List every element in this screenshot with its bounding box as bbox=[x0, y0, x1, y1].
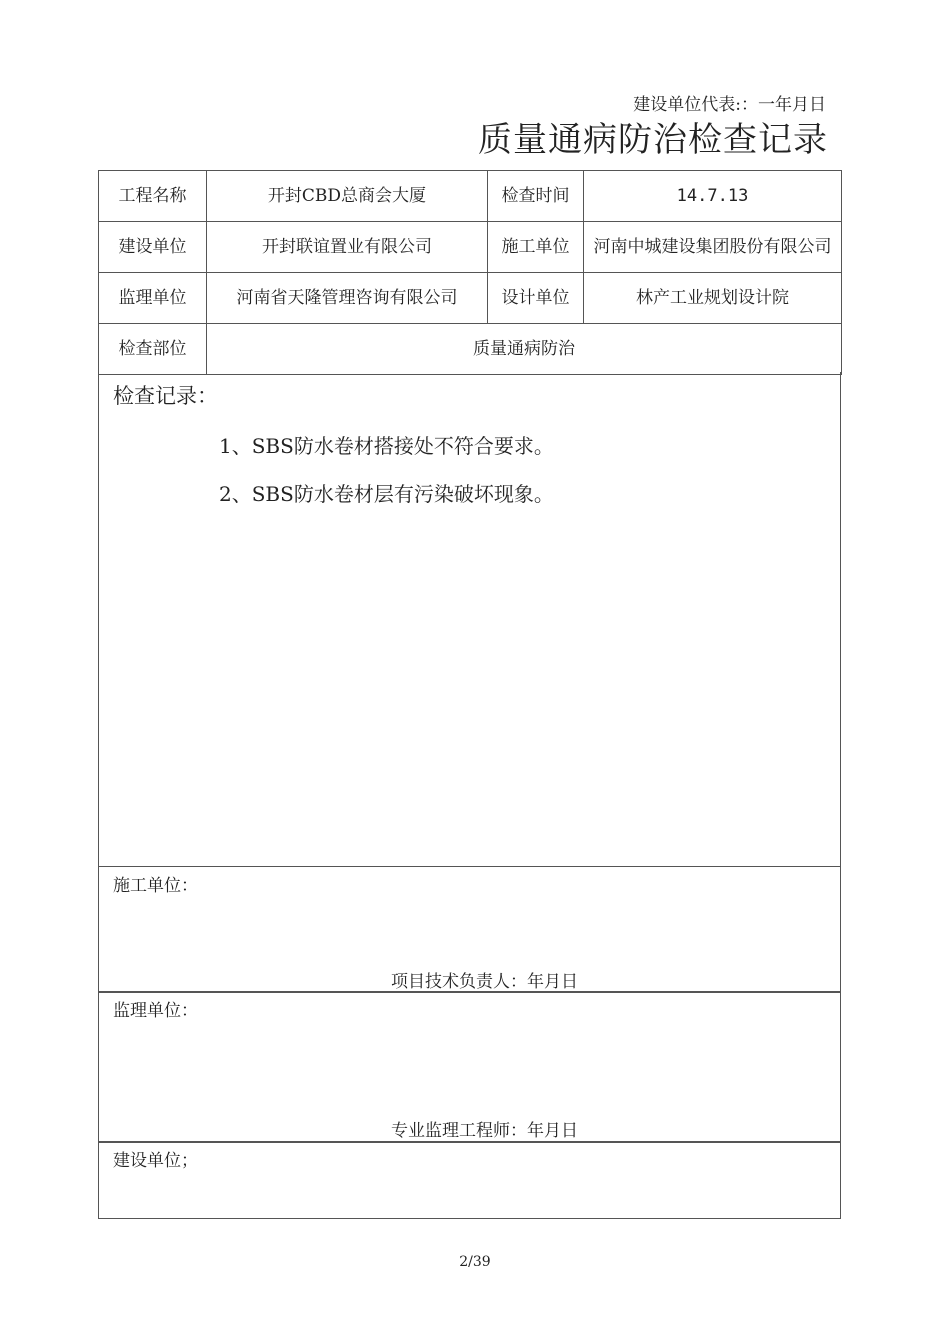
designer-label: 设计单位 bbox=[488, 273, 584, 324]
owner-signature-section bbox=[98, 1141, 841, 1219]
designer-value: 林产工业规划设计院 bbox=[584, 273, 842, 324]
page-number: 2/39 bbox=[459, 1254, 491, 1270]
page-title: 质量通病防治检查记录 bbox=[478, 120, 828, 160]
check-time-label: 检查时间 bbox=[488, 171, 584, 222]
supervisor-label: 监理单位 bbox=[99, 273, 207, 324]
records-label: 检查记录： bbox=[113, 384, 218, 408]
owner-representative-note: 建设单位代表:：一年月日 bbox=[633, 95, 826, 115]
table-row bbox=[99, 273, 842, 324]
inspection-records-section bbox=[98, 372, 841, 867]
inspection-part-label: 检查部位 bbox=[99, 324, 207, 375]
record-item: 2、SBS防水卷材层有污染破坏现象。 bbox=[219, 482, 554, 506]
inspection-part-value: 质量通病防治 bbox=[207, 324, 842, 375]
owner-value: 开封联谊置业有限公司 bbox=[207, 222, 488, 273]
supervisor-signature-line: 专业监理工程师：年月日 bbox=[391, 1121, 578, 1141]
table-row bbox=[99, 171, 842, 222]
contractor-signature-label: 施工单位： bbox=[113, 876, 198, 896]
owner-label: 建设单位 bbox=[99, 222, 207, 273]
table-row bbox=[99, 324, 842, 375]
project-name-label: 工程名称 bbox=[99, 171, 207, 222]
info-table bbox=[98, 170, 842, 375]
owner-signature-label: 建设单位； bbox=[113, 1151, 198, 1171]
contractor-signature-section bbox=[98, 866, 841, 993]
check-time-value: 14.7.13 bbox=[584, 171, 842, 222]
contractor-value: 河南中城建设集团股份有限公司 bbox=[584, 222, 842, 273]
supervisor-signature-section bbox=[98, 991, 841, 1143]
contractor-signature-line: 项目技术负责人：年月日 bbox=[391, 972, 578, 992]
supervisor-value: 河南省天隆管理咨询有限公司 bbox=[207, 273, 488, 324]
contractor-label: 施工单位 bbox=[488, 222, 584, 273]
supervisor-signature-label: 监理单位： bbox=[113, 1001, 198, 1021]
table-row bbox=[99, 222, 842, 273]
record-item: 1、SBS防水卷材搭接处不符合要求。 bbox=[219, 434, 554, 458]
project-name-value: 开封CBD总商会大厦 bbox=[207, 171, 488, 222]
